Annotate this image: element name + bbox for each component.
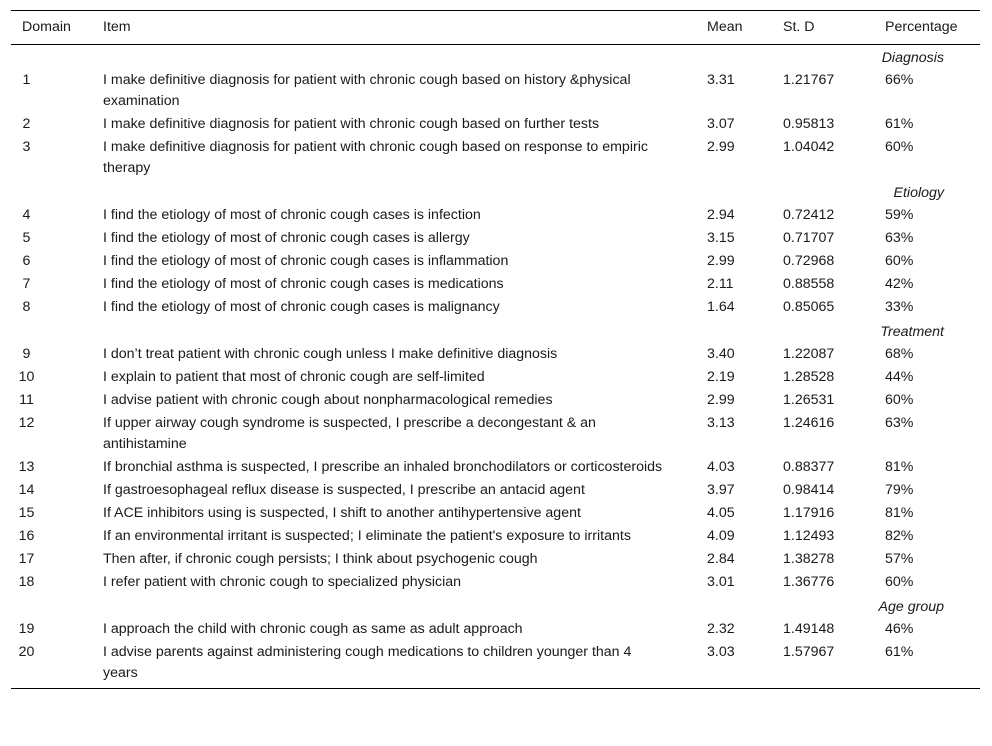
- row-number: 6: [22, 253, 31, 269]
- row-percentage: 33%: [885, 299, 914, 315]
- row-mean: 3.31: [707, 72, 735, 88]
- row-sd: 0.85065: [783, 299, 835, 315]
- row-percentage: 60%: [885, 392, 914, 408]
- row-number: 13: [18, 459, 35, 475]
- row-mean: 4.09: [707, 528, 735, 544]
- row-mean: 3.03: [696, 641, 772, 689]
- row-sd: 0.88558: [783, 276, 835, 292]
- row-number: 18: [18, 574, 35, 590]
- row-item-text: I make definitive diagnosis for patient with chronic cough based on further tests: [103, 116, 600, 132]
- row-mean: 2.11: [707, 276, 734, 292]
- table-row: [11, 389, 980, 412]
- row-sd: 0.72412: [783, 207, 835, 223]
- row-percentage: 44%: [885, 369, 914, 385]
- table-row: [11, 412, 980, 456]
- row-item-text: If upper airway cough syndrome is suspected, I prescribe a decongestant & an antihistamine: [103, 415, 596, 452]
- row-mean: 3.01: [707, 574, 735, 590]
- row-item-text: I make definitive diagnosis for patient with chronic cough based on response to empiric therapy: [103, 139, 648, 176]
- row-item-text: I find the etiology of most of chronic cough cases is malignancy: [103, 299, 500, 315]
- row-item-text: If gastroesophageal reflux disease is suspected, I prescribe an antacid agent: [103, 482, 585, 498]
- row-item-text: I refer patient with chronic cough to specialized physician: [103, 574, 462, 590]
- row-number: 5: [22, 230, 31, 246]
- row-percentage: 68%: [885, 346, 914, 362]
- table-row: [11, 366, 980, 389]
- row-sd: 1.57967: [772, 641, 874, 689]
- row-percentage: 63%: [885, 230, 914, 246]
- table-header: [11, 11, 980, 45]
- row-sd: 1.17916: [783, 505, 835, 521]
- row-item-text: I make definitive diagnosis for patient with chronic cough based on history &physical examination: [103, 72, 631, 109]
- row-sd: 1.22087: [783, 346, 835, 362]
- row-number: 20: [11, 641, 92, 689]
- row-percentage: 57%: [885, 551, 914, 567]
- table-row: [11, 548, 980, 571]
- header-percentage: Percentage: [874, 11, 980, 45]
- row-percentage: 60%: [885, 574, 914, 590]
- row-mean: 3.07: [707, 116, 735, 132]
- survey-results-table: [11, 10, 980, 689]
- row-percentage: 60%: [885, 253, 914, 269]
- table-row: [11, 525, 980, 548]
- row-number: 12: [18, 415, 35, 431]
- table-row: [11, 69, 980, 113]
- table-row: [11, 618, 980, 641]
- row-item-text: I find the etiology of most of chronic cough cases is inflammation: [103, 253, 509, 269]
- row-mean: 4.05: [707, 505, 735, 521]
- header-mean: Mean: [696, 11, 772, 45]
- table-row: [11, 273, 980, 296]
- table-row: [11, 296, 980, 319]
- table-row: [11, 250, 980, 273]
- row-item-text: I advise parents against administering cough medications to children younger than 4 years: [92, 641, 696, 689]
- row-sd: 0.98414: [783, 482, 835, 498]
- row-number: 1: [22, 72, 31, 88]
- row-sd: 1.28528: [783, 369, 835, 385]
- row-number: 19: [18, 621, 35, 637]
- domain-group-row: [11, 45, 980, 70]
- row-item-text: If ACE inhibitors using is suspected, I shift to another antihypertensive agent: [103, 505, 581, 521]
- row-mean: 2.99: [707, 253, 735, 269]
- row-number: 17: [18, 551, 35, 567]
- row-sd: 1.38278: [783, 551, 835, 567]
- row-percentage: 61%: [874, 641, 980, 689]
- row-percentage: 79%: [885, 482, 914, 498]
- row-number: 11: [19, 392, 34, 408]
- domain-group-row: [11, 319, 980, 343]
- domain-group-label: Diagnosis: [881, 50, 944, 66]
- row-number: 7: [22, 276, 31, 292]
- row-percentage: 61%: [885, 116, 914, 132]
- header-item: Item: [92, 11, 696, 45]
- domain-group-label: Etiology: [893, 185, 944, 201]
- row-item-text: I find the etiology of most of chronic cough cases is allergy: [103, 230, 470, 246]
- row-item-text: I find the etiology of most of chronic cough cases is medications: [103, 276, 504, 292]
- row-item-text: I advise patient with chronic cough about nonpharmacological remedies: [103, 392, 553, 408]
- row-sd: 0.88377: [783, 459, 835, 475]
- table-row: [11, 479, 980, 502]
- domain-group-row: [11, 180, 980, 204]
- row-percentage: 81%: [885, 459, 914, 475]
- table-row: [11, 227, 980, 250]
- domain-group-label: Age group: [878, 599, 944, 615]
- row-number: 15: [18, 505, 35, 521]
- header-domain: Domain: [11, 11, 92, 45]
- row-percentage: 82%: [885, 528, 914, 544]
- row-item-text: I explain to patient that most of chronic cough are self-limited: [103, 369, 485, 385]
- row-mean: 2.99: [707, 139, 735, 155]
- table-row: [11, 502, 980, 525]
- row-sd: 0.72968: [783, 253, 835, 269]
- row-item-text: Then after, if chronic cough persists; I think about psychogenic cough: [103, 551, 538, 567]
- table-row: [11, 571, 980, 594]
- row-sd: 1.04042: [783, 139, 835, 155]
- row-item-text: If bronchial asthma is suspected, I prescribe an inhaled bronchodilators or corticosteroids: [103, 459, 663, 475]
- row-number: 4: [22, 207, 31, 223]
- row-mean: 1.64: [707, 299, 735, 315]
- row-percentage: 60%: [885, 139, 914, 155]
- row-item-text: I approach the child with chronic cough as same as adult approach: [103, 621, 523, 637]
- row-number: 2: [22, 116, 31, 132]
- row-mean: 2.19: [707, 369, 735, 385]
- row-item-text: I don’t treat patient with chronic cough unless I make definitive diagnosis: [103, 346, 558, 362]
- row-number: 14: [18, 482, 35, 498]
- row-sd: 1.26531: [783, 392, 835, 408]
- row-number: 8: [22, 299, 31, 315]
- row-sd: 1.21767: [783, 72, 835, 88]
- header-sd: St. D: [772, 11, 874, 45]
- table-row: [11, 204, 980, 227]
- row-number: 3: [22, 139, 31, 155]
- row-sd: 1.12493: [783, 528, 835, 544]
- row-sd: 1.36776: [783, 574, 835, 590]
- row-mean: 3.13: [707, 415, 735, 431]
- row-sd: 1.24616: [783, 415, 835, 431]
- row-number: 9: [22, 346, 31, 362]
- row-number: 10: [18, 369, 35, 385]
- table-row: [11, 136, 980, 180]
- row-mean: 2.94: [707, 207, 735, 223]
- row-percentage: 59%: [885, 207, 914, 223]
- survey-table-container: [11, 10, 980, 689]
- table-row: [11, 113, 980, 136]
- row-sd: 1.49148: [783, 621, 835, 637]
- table-row: [11, 343, 980, 366]
- row-number: 16: [18, 528, 35, 544]
- header-row: [11, 11, 980, 45]
- row-mean: 4.03: [707, 459, 735, 475]
- row-mean: 3.40: [707, 346, 735, 362]
- row-mean: 3.97: [707, 482, 735, 498]
- row-percentage: 81%: [885, 505, 914, 521]
- row-mean: 2.32: [707, 621, 735, 637]
- table-body: [11, 45, 980, 689]
- row-item-text: I find the etiology of most of chronic cough cases is infection: [103, 207, 481, 223]
- row-mean: 2.99: [707, 392, 735, 408]
- row-percentage: 66%: [885, 72, 914, 88]
- row-percentage: 46%: [885, 621, 914, 637]
- row-item-text: If an environmental irritant is suspected; I eliminate the patient's exposure to irritants: [103, 528, 631, 544]
- row-mean: 3.15: [707, 230, 735, 246]
- domain-group-row: [11, 594, 980, 618]
- row-mean: 2.84: [707, 551, 735, 567]
- row-sd: 0.95813: [783, 116, 835, 132]
- table-row: [11, 456, 980, 479]
- row-percentage: 42%: [885, 276, 914, 292]
- table-row: [11, 641, 980, 689]
- row-sd: 0.71707: [783, 230, 835, 246]
- row-percentage: 63%: [885, 415, 914, 431]
- domain-group-label: Treatment: [880, 324, 944, 340]
